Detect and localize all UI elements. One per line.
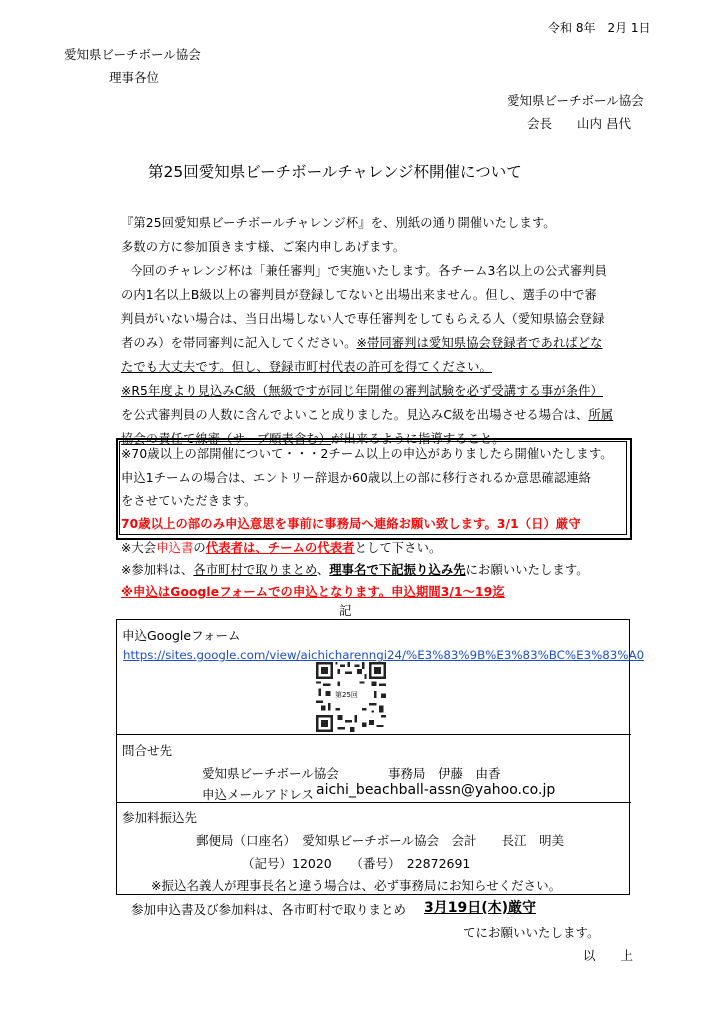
underlined-note: 所属 [588,408,614,422]
note-fee-collect: 各市町村で取りまとめ [193,563,317,577]
footer-text-cont: てにお願いいたします。 [463,925,600,940]
note-text: ※大会 [121,541,157,555]
body-line [121,333,603,351]
underlined-note: 協会の責任て線審（サーブ順表含む） [121,432,332,446]
contact-office: 事務局 伊藤 由香 [388,766,501,781]
form-url-link[interactable]: https://sites.google.com/view/aichicharenngi24/%E3%83%9B%E3%83%BC%E3%83%A0 [123,648,645,662]
note-representative-emph: 代表者は、チームの代表者 [205,541,355,555]
body-line [121,405,613,423]
body-line: 今回のチャレンジ杯は「兼任審判」で実施いたします。各チーム3名以上の公式審判員 [130,264,608,278]
note-representative [121,538,441,556]
page-title: 第25回愛知県ビーチボールチャレンジ杯開催について [148,163,522,181]
note-text: として下さい。 [354,541,442,555]
body-line: 判員がいない場合は、当日出場しない人で専任審判をしてもらえる人（愛知県協会登録 [121,312,605,326]
form-label: 申込Googleフォーム [122,628,241,643]
fee-account: 郵便局（口座名） 愛知県ビーチボール協会 会計 長江 明美 [196,833,565,848]
email-address[interactable]: aichi_beachball-assn@yahoo.co.jp [316,782,556,798]
underlined-note: ※R5年度より見込みC級（無級ですが同じ年開催の審判試験を必ず受講する事が条件） [121,384,603,398]
email-label: 申込メールアドレス [202,787,314,802]
underlined-note: ※帯同審判は愛知県協会登録者であればどな [356,336,603,350]
fee-note: ※振込名義人が理事長名と違う場合は、必ず事務局にお知らせください。 [151,878,562,893]
contact-org: 愛知県ビーチボール協会 [202,766,339,781]
fee-label: 参加料振込先 [122,810,198,825]
underlined-note: たでも大丈夫です。但し、登録市町村代表の許可を得てください。 [121,360,492,374]
body-text: 者のみ）を帯同審判に記入してください。 [121,336,357,350]
recipient-members: 理事各位 [109,70,160,85]
note-fee-transfer: 理事名で下記振り込み先 [329,563,466,577]
ki-mark: 記 [339,603,352,618]
notice-line: ※70歳以上の部開催について・・・2チーム以上の申込がありましたら開催いたします。 [121,447,613,461]
date: 令和 8年 2月 1日 [548,21,651,35]
body-line: 多数の方に参加頂きます様、ご案内申しあげます。 [121,240,406,254]
note-application-period: ※申込はGoogleフォームでの申込となります。申込期間3/1～19迄 [121,585,505,599]
closing-mark: 以 上 [583,948,634,963]
notice-line: をさせていただきます。 [121,494,257,508]
sender-person: 会長 山内 昌代 [527,116,631,131]
note-text: の [193,541,206,555]
sender-org: 愛知県ビーチボール協会 [507,93,644,108]
deadline-date: 3月19日(木)厳守 [424,900,537,916]
body-line: 『第25回愛知県ビーチボールチャレンジ杯』を、別紙の通り開催いたします。 [121,216,556,230]
note-text: ※参加料は、 [121,563,194,577]
recipient-org: 愛知県ビーチボール協会 [64,47,201,62]
note-text: 、 [316,563,330,577]
fee-number: （記号）12020 （番号） 22872691 [242,856,471,871]
table-divider [116,802,631,803]
footer-text: 参加申込書及び参加料は、各市町村で取りまとめ [131,902,407,917]
qr-caption: 第25回 [335,691,358,699]
body-text: が出来るように指導すること。 [331,432,505,446]
table-divider [116,734,631,735]
contact-label: 問合せ先 [122,743,173,758]
note-fee [121,560,589,578]
notice-line: 申込1チームの場合は、エントリー辞退か60歳以上の部に移行されるか意思確認連絡 [121,471,592,485]
body-text: を公式審判員の人数に含んでよいこと成りました。見込みC級を出場させる場合は、 [121,408,589,422]
note-form-name: 申込書 [156,541,194,555]
note-text: にお願いいたします。 [465,563,589,577]
notice-deadline: 70歳以上の部のみ申込意思を事前に事務局へ連絡お願い致します。3/1（日）厳守 [121,517,581,531]
body-line: の内1名以上B級以上の審判員が登録してないと出場出来ません。但し、選手の中で審 [121,288,597,302]
